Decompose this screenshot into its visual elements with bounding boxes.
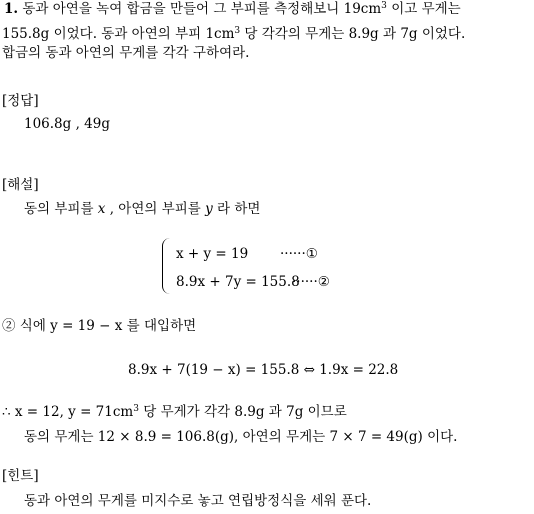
problem-text-1-tail: 이고 무게는 <box>386 1 461 17</box>
problem-statement-line3 <box>2 47 249 61</box>
result-line-1 <box>2 406 347 420</box>
problem-text-3: 합금의 동과 아연의 무게를 각각 구하여라. <box>2 45 250 61</box>
result-text-b: 당 무게가 각각 8.9g 과 7g 이므로 <box>138 404 347 420</box>
superscript: 3 <box>381 1 387 11</box>
answer-text: 106.8g , 49g <box>24 116 110 132</box>
result-line-2: 동의 무게는 12 × 8.9 = 106.8(g), 아연의 무게는 7 × 7 = 49(g) 이다. <box>24 429 458 445</box>
problem-number: 1. <box>4 1 19 17</box>
problem-text-2-tail: 당 각각의 무게는 8.9g 과 7g 이었다. <box>240 26 466 42</box>
superscript: 3 <box>133 404 139 414</box>
derived-equation: 8.9x + 7(19 − x) = 155.8 ⇔ 1.9x = 22.8 <box>128 362 399 378</box>
solution-intro-c: 라 하면 <box>212 201 261 217</box>
equation-1: x + y = 19 <box>176 246 249 262</box>
equation-2: 8.9x + 7y = 155.8 <box>176 274 300 290</box>
problem-statement-line1 <box>4 3 461 17</box>
solution-intro <box>24 203 260 217</box>
substitution-line: ② 식에 y = 19 − x 를 대입하면 <box>2 318 197 334</box>
superscript: 3 <box>234 26 241 36</box>
hint-text: 동과 아연의 무게를 미지수로 놓고 연립방정식을 세워 푼다. <box>24 493 372 509</box>
variable-x: x <box>97 201 106 217</box>
solution-heading: [해설] <box>2 177 39 193</box>
solution-intro-b: , 아연의 부피를 <box>105 201 206 217</box>
solution-intro-a: 동의 부피를 <box>24 201 98 217</box>
equation-2-marker: ······② <box>292 274 330 290</box>
variable-y: y <box>205 201 213 217</box>
equation-system-brace <box>162 238 171 294</box>
problem-text-1: 동과 아연을 녹여 합금을 만들어 그 부피를 측정해보니 19cm <box>22 1 382 17</box>
result-text-a: ∴ x = 12, y = 71cm <box>2 404 134 420</box>
equation-1-marker: ······① <box>280 246 318 262</box>
answer-heading: [정답] <box>2 93 39 109</box>
problem-statement-line2 <box>2 28 465 42</box>
problem-text-2: 155.8g 이었다. 동과 아연의 부피 1cm <box>2 26 235 42</box>
hint-heading: [힌트] <box>2 468 39 484</box>
